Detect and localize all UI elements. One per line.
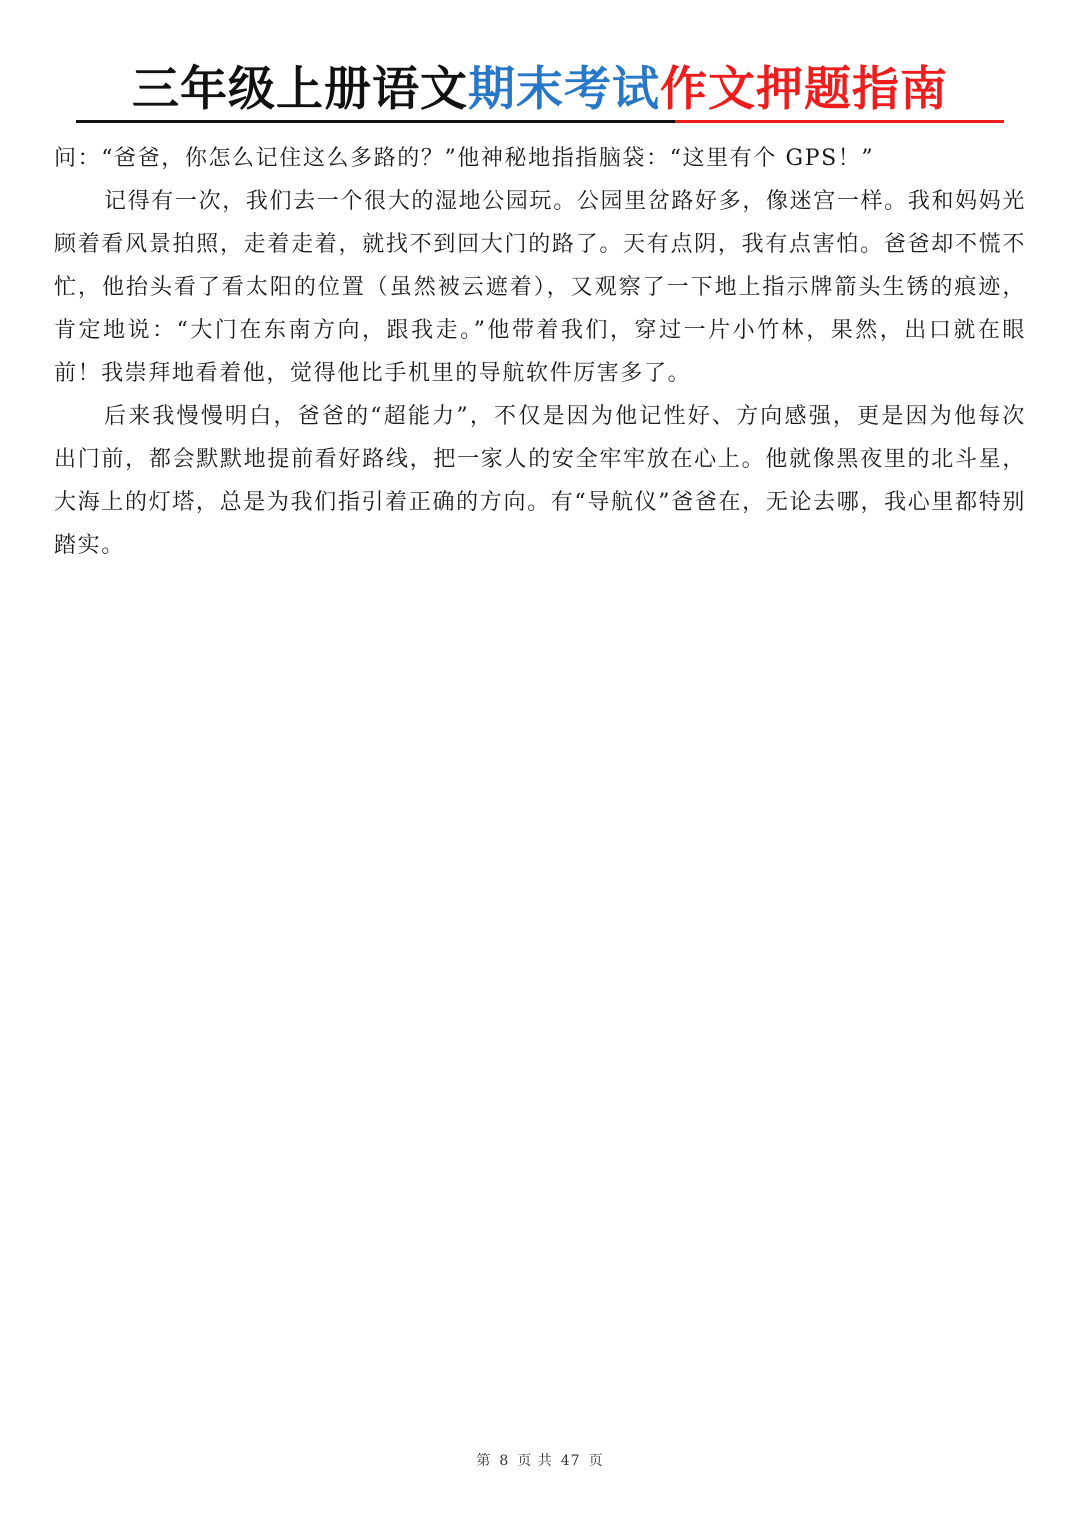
page-title bbox=[0, 58, 1080, 122]
title-guide: 作文押题指南 bbox=[660, 62, 948, 117]
essay-paragraph: 后来我慢慢明白，爸爸的“超能力”，不仅是因为他记性好、方向感强，更是因为他每次出门前，都会默默地提前看好路线，把一家人的安全牢牢放在心上。他就像黑夜里的北斗星，大海上的灯塔，总是为我们指引着正确的方向。有“导航仪”爸爸在，无论去哪，我心里都特别踏实。 bbox=[54, 404, 1026, 558]
footer-mid: 页 共 bbox=[517, 1453, 553, 1469]
title-grade-subject: 三年级上册语文 bbox=[132, 62, 468, 117]
page-number: 8 bbox=[499, 1453, 510, 1469]
page-footer bbox=[0, 1450, 1080, 1470]
footer-suffix: 页 bbox=[588, 1453, 604, 1469]
essay-paragraph: 问：“爸爸，你怎么记住这么多路的？”他神秘地指指脑袋：“这里有个 GPS！” bbox=[54, 146, 875, 171]
total-pages: 47 bbox=[560, 1453, 581, 1469]
title-underline-accent bbox=[675, 120, 1004, 123]
essay-body bbox=[54, 137, 1026, 567]
essay-paragraph: 记得有一次，我们去一个很大的湿地公园玩。公园里岔路好多，像迷宫一样。我和妈妈光顾着看风景拍照，走着走着，就找不到回大门的路了。天有点阴，我有点害怕。爸爸却不慌不忙，他抬头看了看太阳的位置（虽然被云遮着），又观察了一下地上指示牌箭头生锈的痕迹，肯定地说：“大门在东南方向，跟我走。”他带着我们，穿过一片小竹林，果然，出口就在眼前！我崇拜地看着他，觉得他比手机里的导航软件厉害多了。 bbox=[54, 189, 1026, 386]
title-exam: 期末考试 bbox=[468, 62, 660, 117]
footer-prefix: 第 bbox=[476, 1453, 492, 1469]
